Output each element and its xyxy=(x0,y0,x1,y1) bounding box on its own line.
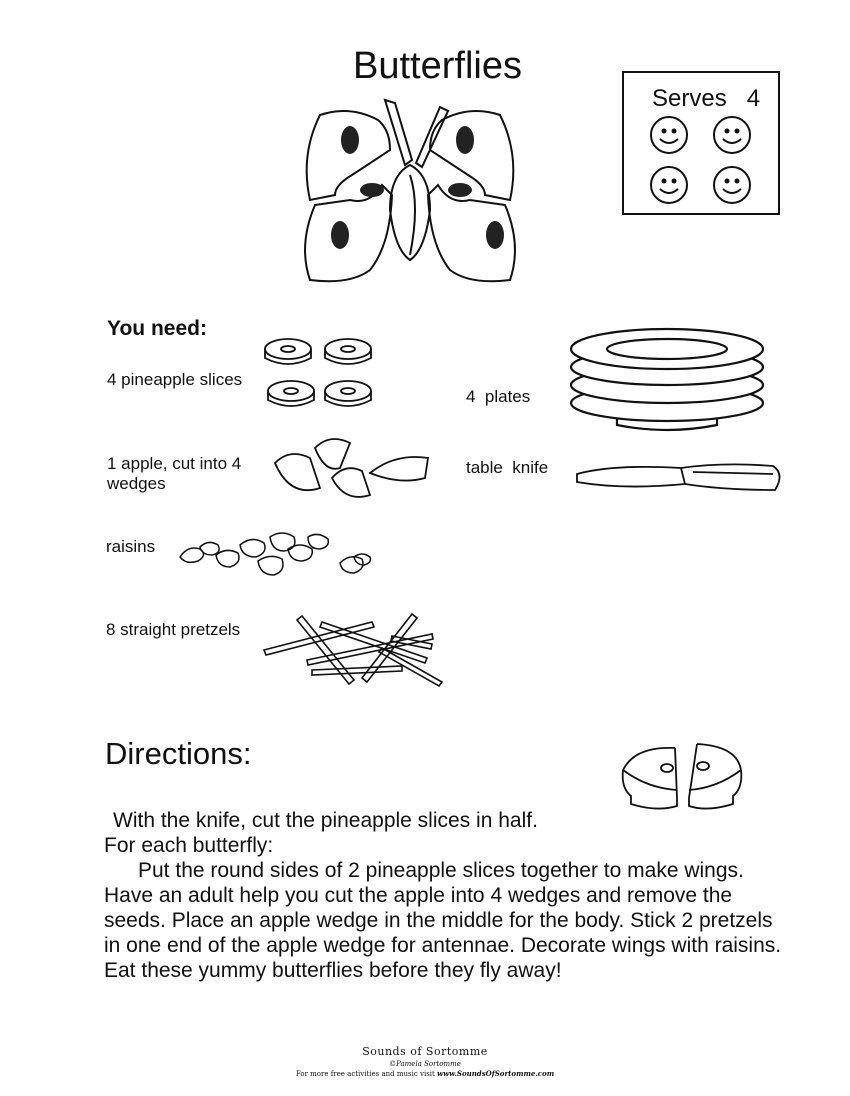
direction-line: Put the round sides of 2 pineapple slices together to make wings. Have an adult help you cut the apple into 4 wedges and remove the seeds. Place an apple wedge in the middle for the body. Stick 2 pretzels in one end of the apple wedge for antennae. Decorate wings with raisins. Eat these yummy butterflies before they fly away! xyxy=(104,859,782,982)
directions-body xyxy=(104,808,784,983)
footer-more-text: For more free activities and music visit xyxy=(295,1070,435,1078)
pretzels-illustration xyxy=(262,608,447,690)
footer-more xyxy=(0,1069,850,1078)
direction-line: With the knife, cut the pineapple slices in half. xyxy=(113,809,538,832)
footer-brand: Sounds of Sortomme xyxy=(362,1045,488,1058)
footer-copyright: ©Pamela Sortomme xyxy=(389,1060,461,1068)
footer xyxy=(0,1045,850,1078)
smiley-face-icon xyxy=(712,115,752,155)
ingredient-apple: 1 apple, cut into 4 wedges xyxy=(107,454,242,493)
ingredient-pretzels: 8 straight pretzels xyxy=(106,620,241,639)
ingredient-pineapple: 4 pineapple slices xyxy=(107,370,243,389)
butterfly-illustration xyxy=(290,95,530,290)
page-title: Butterflies xyxy=(353,45,522,87)
pineapple-slices-illustration xyxy=(263,336,378,416)
ingredient-plates: 4 plates xyxy=(466,387,531,406)
smiley-face-icon xyxy=(649,165,689,205)
serves-label: Serves 4 xyxy=(652,85,761,112)
table-knife-illustration xyxy=(573,460,785,496)
direction-line: For each butterfly: xyxy=(104,834,274,857)
half-pineapple-slices-illustration xyxy=(617,740,747,812)
serves-box xyxy=(622,71,780,215)
plates-illustration xyxy=(567,325,767,437)
ingredient-raisins: raisins xyxy=(106,537,156,556)
you-need-heading: You need: xyxy=(107,317,207,340)
footer-url-link[interactable]: www.SoundsOfSortomme.com xyxy=(437,1069,555,1078)
directions-heading: Directions: xyxy=(105,736,252,771)
apple-wedges-illustration xyxy=(270,433,430,503)
ingredient-knife: table knife xyxy=(466,458,549,477)
smiley-face-icon xyxy=(712,165,752,205)
smiley-face-icon xyxy=(649,115,689,155)
raisins-illustration xyxy=(178,527,378,582)
